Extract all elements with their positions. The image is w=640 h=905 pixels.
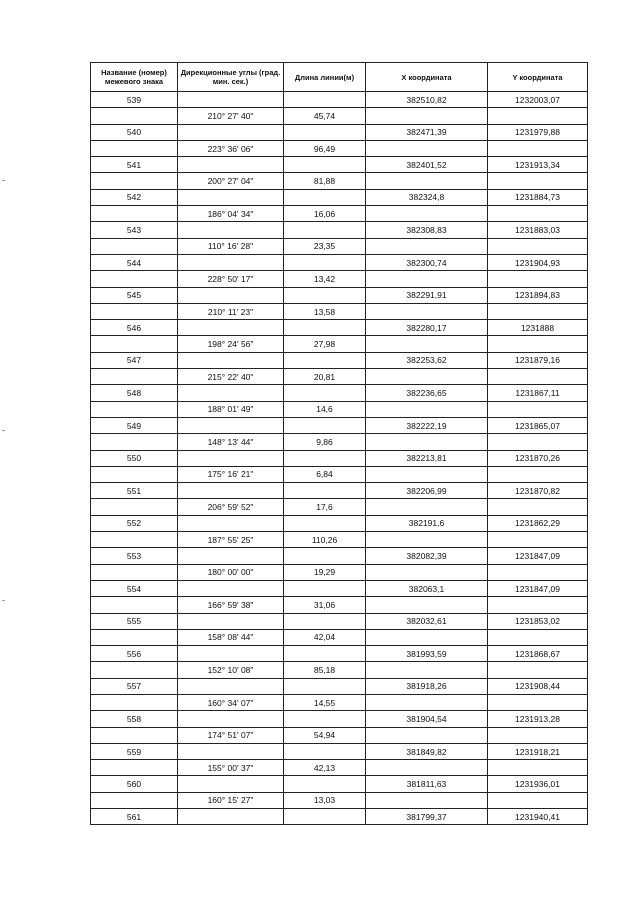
- table-row: [91, 694, 588, 710]
- table-row: [91, 515, 588, 531]
- header-x-coordinate: X координата: [366, 63, 488, 92]
- table-row: [91, 483, 588, 499]
- cell-direction-angle: 160° 34' 07": [178, 694, 284, 710]
- cell-point-name: 542: [91, 189, 178, 205]
- cell-line-length: [284, 678, 366, 694]
- table-row: [91, 646, 588, 662]
- cell-direction-angle: [178, 157, 284, 173]
- table-row: [91, 580, 588, 596]
- cell-direction-angle: [178, 254, 284, 270]
- cell-x-coordinate: 382510,82: [366, 92, 488, 108]
- cell-y-coordinate: [488, 271, 588, 287]
- cell-direction-angle: [178, 743, 284, 759]
- cell-point-name: 559: [91, 743, 178, 759]
- table-row: [91, 320, 588, 336]
- table-row: [91, 303, 588, 319]
- cell-point-name: [91, 303, 178, 319]
- cell-direction-angle: 174° 51' 07": [178, 727, 284, 743]
- cell-x-coordinate: 382063,1: [366, 580, 488, 596]
- cell-y-coordinate: [488, 336, 588, 352]
- cell-x-coordinate: [366, 694, 488, 710]
- cell-direction-angle: 206° 59' 52": [178, 499, 284, 515]
- table-row: [91, 743, 588, 759]
- cell-line-length: 6,84: [284, 466, 366, 482]
- header-direction-angle: Дирекционные углы (град. мин. сек.): [178, 63, 284, 92]
- cell-x-coordinate: 381904,54: [366, 711, 488, 727]
- cell-point-name: [91, 369, 178, 385]
- cell-x-coordinate: [366, 564, 488, 580]
- cell-point-name: 550: [91, 450, 178, 466]
- cell-point-name: 555: [91, 613, 178, 629]
- table-row: [91, 140, 588, 156]
- cell-x-coordinate: 382222,19: [366, 417, 488, 433]
- cell-line-length: 9,86: [284, 434, 366, 450]
- cell-point-name: 547: [91, 352, 178, 368]
- cell-direction-angle: 223° 36' 06": [178, 140, 284, 156]
- cell-line-length: [284, 157, 366, 173]
- table-row: [91, 92, 588, 108]
- cell-point-name: [91, 662, 178, 678]
- cell-y-coordinate: 1231904,93: [488, 254, 588, 270]
- cell-line-length: [284, 124, 366, 140]
- table-row: [91, 662, 588, 678]
- cell-y-coordinate: [488, 662, 588, 678]
- cell-line-length: [284, 450, 366, 466]
- cell-y-coordinate: 1231870,82: [488, 483, 588, 499]
- cell-x-coordinate: 382291,91: [366, 287, 488, 303]
- cell-y-coordinate: 1231867,11: [488, 385, 588, 401]
- scan-edge-mark: [2, 430, 5, 431]
- cell-point-name: 549: [91, 417, 178, 433]
- table-row: [91, 254, 588, 270]
- cell-y-coordinate: 1231884,73: [488, 189, 588, 205]
- cell-point-name: 552: [91, 515, 178, 531]
- cell-x-coordinate: 382236,65: [366, 385, 488, 401]
- cell-line-length: [284, 776, 366, 792]
- table-row: [91, 776, 588, 792]
- cell-line-length: 17,6: [284, 499, 366, 515]
- cell-line-length: [284, 515, 366, 531]
- header-row: [91, 63, 588, 92]
- cell-x-coordinate: [366, 238, 488, 254]
- cell-point-name: 561: [91, 809, 178, 825]
- cell-y-coordinate: [488, 760, 588, 776]
- cell-x-coordinate: 382280,17: [366, 320, 488, 336]
- table-row: [91, 532, 588, 548]
- cell-point-name: 548: [91, 385, 178, 401]
- table-row: [91, 124, 588, 140]
- cell-point-name: 544: [91, 254, 178, 270]
- cell-line-length: [284, 385, 366, 401]
- cell-point-name: [91, 401, 178, 417]
- table-row: [91, 678, 588, 694]
- cell-direction-angle: [178, 646, 284, 662]
- cell-x-coordinate: [366, 369, 488, 385]
- cell-y-coordinate: [488, 792, 588, 808]
- table-row: [91, 157, 588, 173]
- cell-line-length: [284, 548, 366, 564]
- table-row: [91, 760, 588, 776]
- cell-x-coordinate: [366, 206, 488, 222]
- table-header: [91, 63, 588, 92]
- cell-x-coordinate: [366, 499, 488, 515]
- cell-line-length: 96,49: [284, 140, 366, 156]
- cell-y-coordinate: 1231853,02: [488, 613, 588, 629]
- cell-y-coordinate: [488, 108, 588, 124]
- cell-point-name: 546: [91, 320, 178, 336]
- cell-point-name: 558: [91, 711, 178, 727]
- cell-x-coordinate: 381849,82: [366, 743, 488, 759]
- cell-direction-angle: 152° 10' 08": [178, 662, 284, 678]
- cell-direction-angle: [178, 809, 284, 825]
- header-line-length: Длина линии(м): [284, 63, 366, 92]
- cell-direction-angle: 198° 24' 56": [178, 336, 284, 352]
- cell-y-coordinate: 1231879,16: [488, 352, 588, 368]
- table-row: [91, 352, 588, 368]
- cell-point-name: [91, 108, 178, 124]
- cell-x-coordinate: 382213,81: [366, 450, 488, 466]
- cell-direction-angle: [178, 287, 284, 303]
- cell-x-coordinate: [366, 173, 488, 189]
- cell-direction-angle: 228° 50' 17": [178, 271, 284, 287]
- cell-direction-angle: [178, 711, 284, 727]
- cell-point-name: 556: [91, 646, 178, 662]
- cell-x-coordinate: [366, 466, 488, 482]
- cell-direction-angle: [178, 189, 284, 205]
- cell-line-length: 19,29: [284, 564, 366, 580]
- cell-y-coordinate: 1231868,67: [488, 646, 588, 662]
- cell-point-name: [91, 597, 178, 613]
- cell-direction-angle: [178, 678, 284, 694]
- cell-direction-angle: 188° 01' 49": [178, 401, 284, 417]
- cell-x-coordinate: [366, 760, 488, 776]
- cell-line-length: [284, 646, 366, 662]
- table-row: [91, 206, 588, 222]
- table-row: [91, 401, 588, 417]
- cell-line-length: [284, 580, 366, 596]
- cell-y-coordinate: 1231883,03: [488, 222, 588, 238]
- cell-y-coordinate: [488, 694, 588, 710]
- cell-line-length: 81,88: [284, 173, 366, 189]
- cell-direction-angle: [178, 320, 284, 336]
- cell-direction-angle: 148° 13' 44": [178, 434, 284, 450]
- cell-point-name: 560: [91, 776, 178, 792]
- cell-x-coordinate: [366, 401, 488, 417]
- cell-line-length: 54,94: [284, 727, 366, 743]
- cell-line-length: 14,55: [284, 694, 366, 710]
- cell-line-length: [284, 417, 366, 433]
- cell-point-name: [91, 336, 178, 352]
- cell-x-coordinate: 382206,99: [366, 483, 488, 499]
- cell-line-length: [284, 287, 366, 303]
- cell-x-coordinate: [366, 727, 488, 743]
- cell-x-coordinate: 382032,61: [366, 613, 488, 629]
- cell-y-coordinate: 1231913,28: [488, 711, 588, 727]
- boundary-coordinates-table: [90, 62, 588, 825]
- cell-direction-angle: 215° 22' 40": [178, 369, 284, 385]
- cell-point-name: 554: [91, 580, 178, 596]
- cell-direction-angle: [178, 613, 284, 629]
- cell-direction-angle: 166° 59' 38": [178, 597, 284, 613]
- cell-y-coordinate: 1231862,29: [488, 515, 588, 531]
- table-row: [91, 238, 588, 254]
- table-row: [91, 727, 588, 743]
- cell-point-name: [91, 173, 178, 189]
- cell-point-name: [91, 532, 178, 548]
- cell-y-coordinate: 1231979,88: [488, 124, 588, 140]
- cell-line-length: [284, 189, 366, 205]
- cell-y-coordinate: [488, 238, 588, 254]
- cell-x-coordinate: 381799,37: [366, 809, 488, 825]
- cell-y-coordinate: 1232003,07: [488, 92, 588, 108]
- table-row: [91, 271, 588, 287]
- table-row: [91, 629, 588, 645]
- cell-direction-angle: 200° 27' 04": [178, 173, 284, 189]
- cell-y-coordinate: 1231936,01: [488, 776, 588, 792]
- cell-point-name: [91, 760, 178, 776]
- table-body: [91, 92, 588, 825]
- cell-point-name: [91, 564, 178, 580]
- cell-point-name: 545: [91, 287, 178, 303]
- cell-point-name: [91, 727, 178, 743]
- cell-x-coordinate: [366, 336, 488, 352]
- cell-y-coordinate: 1231870,26: [488, 450, 588, 466]
- cell-y-coordinate: 1231918,21: [488, 743, 588, 759]
- cell-direction-angle: [178, 515, 284, 531]
- cell-point-name: 539: [91, 92, 178, 108]
- cell-direction-angle: [178, 222, 284, 238]
- cell-line-length: 27,98: [284, 336, 366, 352]
- cell-x-coordinate: 382300,74: [366, 254, 488, 270]
- cell-point-name: [91, 434, 178, 450]
- table-row: [91, 548, 588, 564]
- cell-x-coordinate: [366, 434, 488, 450]
- header-point-name: Название (номер) межевого знака: [91, 63, 178, 92]
- cell-y-coordinate: 1231847,09: [488, 548, 588, 564]
- cell-x-coordinate: 382253,62: [366, 352, 488, 368]
- scan-edge-mark: [2, 600, 5, 601]
- cell-x-coordinate: 381993,59: [366, 646, 488, 662]
- table-row: [91, 369, 588, 385]
- cell-line-length: [284, 92, 366, 108]
- cell-line-length: [284, 254, 366, 270]
- cell-y-coordinate: [488, 499, 588, 515]
- cell-y-coordinate: [488, 401, 588, 417]
- table-row: [91, 222, 588, 238]
- cell-point-name: 541: [91, 157, 178, 173]
- cell-line-length: [284, 352, 366, 368]
- cell-y-coordinate: 1231913,34: [488, 157, 588, 173]
- cell-line-length: [284, 809, 366, 825]
- cell-direction-angle: [178, 92, 284, 108]
- table-row: [91, 336, 588, 352]
- cell-y-coordinate: 1231940,41: [488, 809, 588, 825]
- cell-direction-angle: 186° 04' 34": [178, 206, 284, 222]
- cell-direction-angle: 210° 11' 23": [178, 303, 284, 319]
- cell-direction-angle: 110° 16' 28": [178, 238, 284, 254]
- cell-point-name: [91, 499, 178, 515]
- scan-edge-mark: [2, 180, 5, 181]
- cell-line-length: 85,18: [284, 662, 366, 678]
- table-row: [91, 173, 588, 189]
- cell-line-length: 16,06: [284, 206, 366, 222]
- cell-y-coordinate: [488, 434, 588, 450]
- cell-direction-angle: [178, 483, 284, 499]
- cell-direction-angle: [178, 352, 284, 368]
- cell-x-coordinate: [366, 140, 488, 156]
- cell-y-coordinate: [488, 140, 588, 156]
- cell-direction-angle: [178, 450, 284, 466]
- cell-direction-angle: [178, 580, 284, 596]
- cell-x-coordinate: 382191,6: [366, 515, 488, 531]
- cell-x-coordinate: [366, 271, 488, 287]
- table-row: [91, 189, 588, 205]
- cell-x-coordinate: [366, 597, 488, 613]
- header-y-coordinate: Y координата: [488, 63, 588, 92]
- cell-x-coordinate: 382401,52: [366, 157, 488, 173]
- cell-x-coordinate: 382324,8: [366, 189, 488, 205]
- cell-x-coordinate: 382308,83: [366, 222, 488, 238]
- table-row: [91, 450, 588, 466]
- table-row: [91, 809, 588, 825]
- cell-line-length: 110,26: [284, 532, 366, 548]
- cell-point-name: 557: [91, 678, 178, 694]
- cell-line-length: 13,03: [284, 792, 366, 808]
- cell-line-length: 13,42: [284, 271, 366, 287]
- cell-y-coordinate: [488, 629, 588, 645]
- cell-x-coordinate: [366, 629, 488, 645]
- cell-y-coordinate: [488, 597, 588, 613]
- cell-x-coordinate: 381918,26: [366, 678, 488, 694]
- cell-line-length: [284, 613, 366, 629]
- cell-line-length: [284, 320, 366, 336]
- cell-x-coordinate: [366, 532, 488, 548]
- cell-direction-angle: [178, 417, 284, 433]
- cell-line-length: 42,04: [284, 629, 366, 645]
- cell-line-length: 13,58: [284, 303, 366, 319]
- cell-point-name: 553: [91, 548, 178, 564]
- cell-x-coordinate: 382471,39: [366, 124, 488, 140]
- table-row: [91, 385, 588, 401]
- cell-point-name: [91, 466, 178, 482]
- table-row: [91, 466, 588, 482]
- cell-y-coordinate: [488, 466, 588, 482]
- table-row: [91, 564, 588, 580]
- cell-x-coordinate: [366, 303, 488, 319]
- cell-direction-angle: 187° 55' 25": [178, 532, 284, 548]
- cell-y-coordinate: [488, 532, 588, 548]
- cell-y-coordinate: [488, 303, 588, 319]
- cell-point-name: [91, 206, 178, 222]
- cell-point-name: [91, 140, 178, 156]
- cell-line-length: 45,74: [284, 108, 366, 124]
- table-row: [91, 417, 588, 433]
- table-row: [91, 597, 588, 613]
- cell-direction-angle: [178, 776, 284, 792]
- cell-direction-angle: [178, 124, 284, 140]
- table-row: [91, 287, 588, 303]
- cell-line-length: 23,35: [284, 238, 366, 254]
- cell-x-coordinate: 382082,39: [366, 548, 488, 564]
- cell-y-coordinate: 1231847,09: [488, 580, 588, 596]
- cell-point-name: [91, 694, 178, 710]
- cell-direction-angle: 160° 15' 27": [178, 792, 284, 808]
- cell-line-length: [284, 222, 366, 238]
- cell-y-coordinate: [488, 206, 588, 222]
- cell-y-coordinate: [488, 173, 588, 189]
- cell-direction-angle: [178, 385, 284, 401]
- cell-point-name: [91, 238, 178, 254]
- cell-direction-angle: 155° 00' 37": [178, 760, 284, 776]
- cell-direction-angle: 175° 16' 21": [178, 466, 284, 482]
- cell-x-coordinate: 381811,63: [366, 776, 488, 792]
- table-row: [91, 108, 588, 124]
- cell-x-coordinate: [366, 662, 488, 678]
- cell-direction-angle: 210° 27' 40": [178, 108, 284, 124]
- cell-y-coordinate: [488, 369, 588, 385]
- cell-direction-angle: 180° 00' 00": [178, 564, 284, 580]
- cell-line-length: [284, 743, 366, 759]
- cell-y-coordinate: 1231894,83: [488, 287, 588, 303]
- cell-x-coordinate: [366, 108, 488, 124]
- cell-y-coordinate: 1231888: [488, 320, 588, 336]
- cell-direction-angle: [178, 548, 284, 564]
- cell-x-coordinate: [366, 792, 488, 808]
- table-row: [91, 792, 588, 808]
- cell-line-length: [284, 483, 366, 499]
- cell-point-name: [91, 629, 178, 645]
- cell-y-coordinate: 1231908,44: [488, 678, 588, 694]
- cell-y-coordinate: [488, 727, 588, 743]
- cell-y-coordinate: 1231865,07: [488, 417, 588, 433]
- cell-line-length: 42,13: [284, 760, 366, 776]
- cell-direction-angle: 158° 08' 44": [178, 629, 284, 645]
- cell-point-name: [91, 271, 178, 287]
- cell-point-name: 543: [91, 222, 178, 238]
- cell-line-length: 31,06: [284, 597, 366, 613]
- cell-y-coordinate: [488, 564, 588, 580]
- cell-point-name: [91, 792, 178, 808]
- cell-point-name: 551: [91, 483, 178, 499]
- cell-line-length: 14,6: [284, 401, 366, 417]
- table-row: [91, 711, 588, 727]
- cell-line-length: [284, 711, 366, 727]
- table-row: [91, 499, 588, 515]
- cell-point-name: 540: [91, 124, 178, 140]
- table-row: [91, 613, 588, 629]
- cell-line-length: 20,81: [284, 369, 366, 385]
- table-row: [91, 434, 588, 450]
